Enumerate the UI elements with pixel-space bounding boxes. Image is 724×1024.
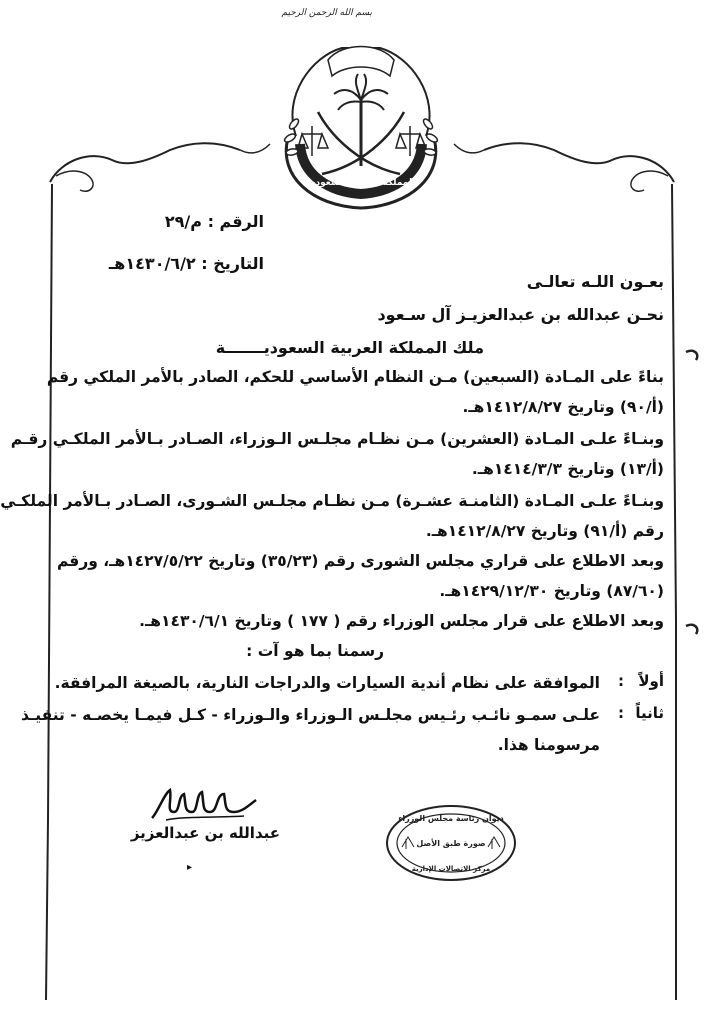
stamp-middle-text: صورة طبق الأصل xyxy=(416,839,486,848)
clause-line: وبعد الاطلاع على قراري مجلس الشورى رقم (٣٥/٢٣) وتاريخ ١٤٢٧/٥/٢٢هـ، ورقم xyxy=(57,552,664,570)
signatory-name: عبدالله بن عبدالعزيز xyxy=(130,824,280,842)
item-colon: : xyxy=(618,704,624,722)
item-text: مرسومنا هذا. xyxy=(497,736,600,754)
stray-dot: ▸ xyxy=(187,862,193,873)
clause-line: (أ/١٣) وتاريخ ١٤١٤/٣/٣هـ. xyxy=(471,460,664,478)
clause-line: (أ/٩٠) وتاريخ ١٤١٢/٨/٢٧هـ. xyxy=(462,398,664,416)
clause-line: (٨٧/٦٠) وتاريخ ١٤٢٩/١٢/٣٠هـ. xyxy=(439,582,664,600)
item-label-second: ثانياً xyxy=(635,704,664,722)
cabinet-office-stamp xyxy=(384,803,518,883)
basmala-text: بسم الله الرحمن الرحيم xyxy=(281,8,372,18)
clause-line: وبعد الاطلاع على قرار مجلس الوزراء رقم ( ١٧٧ ) وتاريخ ١٤٣٠/٦/١هـ. xyxy=(139,612,664,630)
clause-line: وبنـاءً علـى المـادة (الثامنـة عشـرة) مـن نظـام مجلـس الشـورى، الصـادر بـالأمر الملكـي xyxy=(0,492,664,510)
issuer-line: نحـن عبدالله بن عبدالعزيـز آل سـعود xyxy=(377,305,664,324)
emblem-band-text: المملكة العربية السعودية xyxy=(306,178,416,188)
item-text: علـى سمـو نائـب رئـيس مجلـس الـوزراء والـوزراء - كـل فيمـا يخصـه - تنفيـذ xyxy=(21,706,600,724)
kingdom-emblem-seal xyxy=(272,26,450,212)
item-label-first: أولاً xyxy=(638,672,664,690)
clause-line: بناءً على المـادة (السبعين) مـن النظام الأساسي للحكم، الصادر بالأمر الملكي رقم xyxy=(46,368,664,386)
reference-date: التاريخ : ١٤٣٠/٦/٢هـ xyxy=(108,254,264,273)
item-text: الموافقة على نظام أندية السيارات والدراجات النارية، بالصيغة المرافقة. xyxy=(54,674,600,692)
item-colon: : xyxy=(618,672,624,690)
invocation: بعـون اللـه تعالـى xyxy=(526,272,664,291)
king-title: ملك المملكة العربية السعوديـــــــة xyxy=(215,338,484,357)
clause-line: وبنـاءً علـى المـادة (العشرين) مـن نظـام مجلـس الـوزراء، الصـادر بـالأمر الملكـي رقـم xyxy=(10,430,664,448)
stamp-top-text: ديوان رئاسة مجلس الوزراء xyxy=(398,814,504,823)
clause-line: رسمنا بما هو آت : xyxy=(246,642,384,660)
stamp-bottom-text: مركز الاتصالات الإدارية xyxy=(411,865,491,873)
handwritten-signature xyxy=(144,782,264,826)
clause-line: رقم (أ/٩١) وتاريخ ١٤١٢/٨/٢٧هـ. xyxy=(425,522,664,540)
reference-number: الرقم : م/٢٩ xyxy=(164,212,264,231)
